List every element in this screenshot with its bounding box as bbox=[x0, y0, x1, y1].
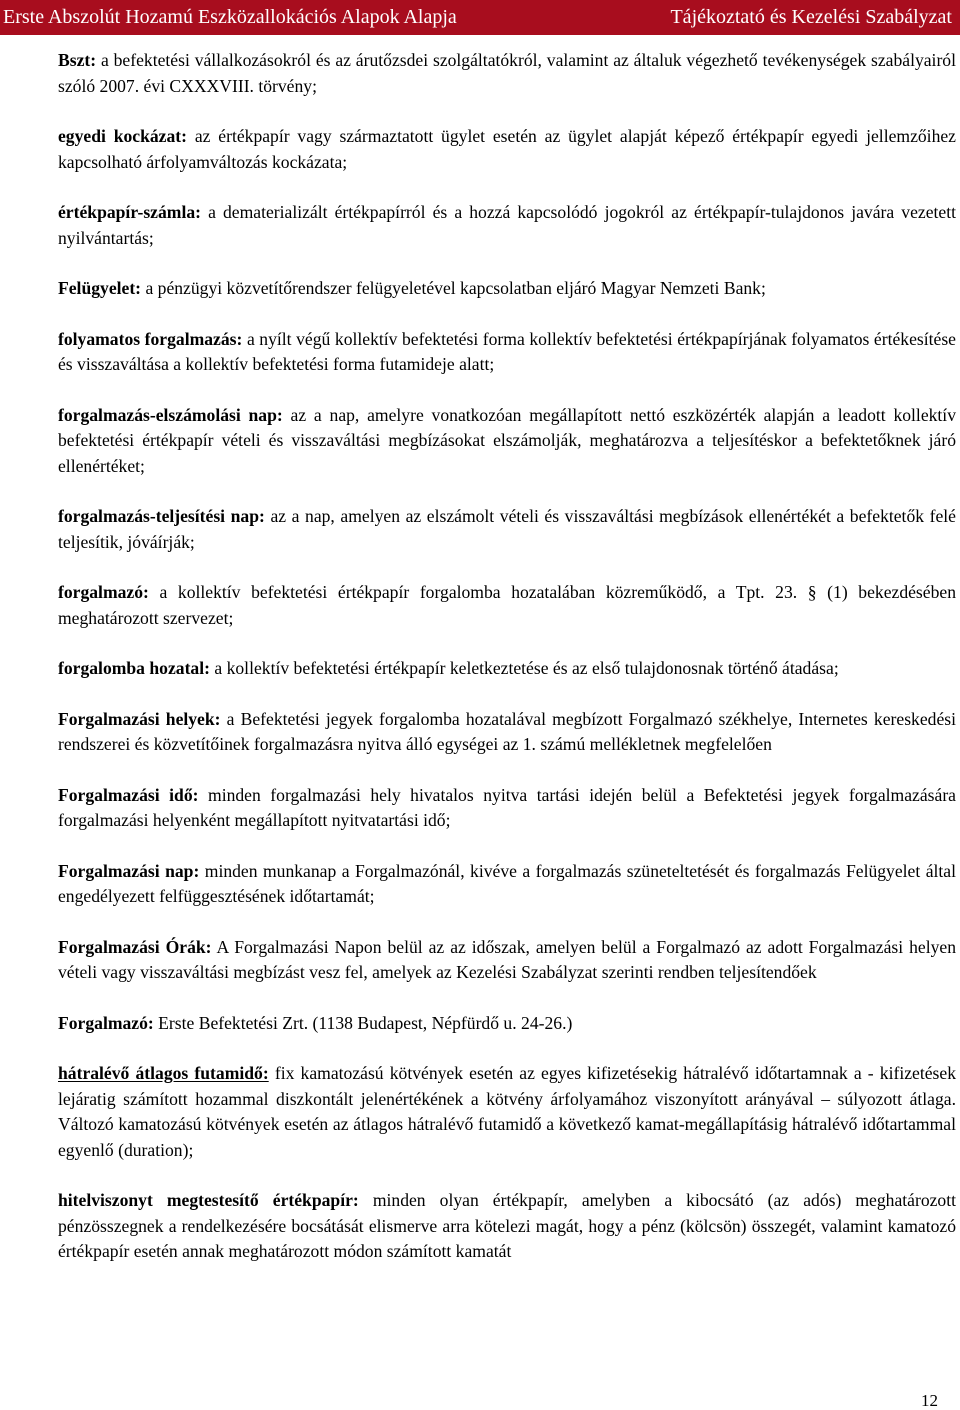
definition-egyedi-kockazat bbox=[58, 124, 956, 175]
definition-text: A Forgalmazási Napon belül az az időszak, amelyen belül a Forgalmazó az adott Forgalmazási helyen vételi vagy visszaváltási megbízást vesz fel, amelyek az Kezelési Szabályzat szerinti rendben teljesítendőek bbox=[58, 936, 957, 982]
definition-folyamatos-forgalmazas bbox=[58, 327, 956, 378]
definition-term: forgalmazás-teljesítési nap: bbox=[58, 506, 265, 526]
page-header bbox=[0, 0, 960, 35]
definition-term: Forgalmazási Órák: bbox=[58, 936, 212, 957]
definition-forgalmazo-ceg bbox=[58, 1011, 956, 1037]
definition-text: az értékpapír vagy származtatott ügylet esetén az ügylet alapját képező értékpapír egyedi jellemzőihez kapcsolható árfolyamváltozás kockázata; bbox=[58, 126, 956, 172]
definition-forgalmazas-teljesitesi-nap bbox=[58, 504, 956, 555]
definition-text: minden munkanap a Forgalmazónál, kivéve a forgalmazás szüneteltetését és forgalmazás Felügyelet által engedélyezett felfüggesztésének időtartamát; bbox=[58, 860, 956, 906]
definition-forgalmazasi-orak bbox=[58, 935, 956, 986]
definition-text: Erste Befektetési Zrt. (1138 Budapest, Népfürdő u. 24-26.) bbox=[153, 1012, 573, 1033]
definition-forgalmazas-elszamolasi-nap bbox=[58, 403, 956, 480]
header-section-title: Tájékoztató és Kezelési Szabályzat bbox=[670, 6, 952, 28]
definition-bszt bbox=[58, 48, 956, 99]
definition-term: Forgalmazási idő: bbox=[58, 784, 199, 805]
definition-forgalmazasi-nap bbox=[58, 859, 956, 910]
definitions-list bbox=[58, 48, 956, 1265]
definition-forgalmazo bbox=[58, 580, 956, 631]
definition-term: forgalmazó: bbox=[58, 582, 149, 602]
definition-term: értékpapír-számla: bbox=[58, 202, 201, 222]
definition-text: a nyílt végű kollektív befektetési forma kollektív befektetési értékpapírjának folyamatos értékesítése és visszaváltása a kollektív befektetési forma futamideje alatt; bbox=[58, 328, 956, 374]
definition-forgalomba-hozatal bbox=[58, 656, 956, 682]
definition-term: folyamatos forgalmazás: bbox=[58, 328, 243, 349]
definition-term: forgalmazás-elszámolási nap: bbox=[58, 404, 283, 425]
header-document-title: Erste Abszolút Hozamú Eszközallokációs Alapok Alapja bbox=[3, 6, 457, 28]
definition-text: a kollektív befektetési értékpapír keletkeztetése és az első tulajdonosnak történő átadása; bbox=[209, 658, 839, 678]
definition-text: a kollektív befektetési értékpapír forgalomba hozatalában közreműködő, a Tpt. 23. § (1) bekezdésében meghatározott szervezet; bbox=[58, 582, 956, 628]
definition-forgalmazasi-helyek bbox=[58, 707, 956, 758]
definition-text: minden forgalmazási hely hivatalos nyitva tartási idején belül a Befektetési jegyek forgalmazására forgalmazási helyenként megállapított nyitvatartási idő; bbox=[58, 784, 956, 830]
definition-forgalmazasi-ido bbox=[58, 783, 956, 834]
definition-felugyelet bbox=[58, 276, 956, 302]
definition-text: a dematerializált értékpapírról és a hozzá kapcsolódó jogokról az értékpapír-tulajdonos javára vezetett nyilvántartás; bbox=[58, 202, 956, 248]
definition-term: hitelviszonyt megtestesítő értékpapír: bbox=[58, 1190, 359, 1210]
definition-ertekpapir-szamla bbox=[58, 200, 956, 251]
definition-text: a Befektetési jegyek forgalomba hozatalával megbízott Forgalmazó székhelye, Internetes kereskedési rendszerei és közvetítőinek forgalmazásra nyitva álló egységei az 1. számú mellékletnek megfelelően bbox=[58, 708, 956, 754]
definition-text: a pénzügyi közvetítőrendszer felügyeletével kapcsolatban eljáró Magyar Nemzeti Bank; bbox=[141, 278, 766, 298]
definition-text: az a nap, amelyen az elszámolt vételi és visszaváltási megbízások ellenértékét a befektetők felé teljesítik, jóváírják; bbox=[58, 506, 956, 552]
page-number: 12 bbox=[921, 1391, 938, 1410]
definition-text: a befektetési vállalkozásokról és az árutőzsdei szolgáltatókról, valamint az általuk végezhető tevékenységek szabályairól szóló 2007. évi CXXXVIII. törvény; bbox=[58, 50, 956, 96]
definition-term: egyedi kockázat: bbox=[58, 126, 188, 146]
definition-text: az a nap, amelyre vonatkozóan megállapított nettó eszközérték alapján a leadott kollektív befektetési értékpapír vételi és visszaváltási megbízásokat elszámolják, meghatározva a teljesítéskor a befektetőknek járó ellenértéket; bbox=[58, 404, 956, 476]
definition-term: Forgalmazási helyek: bbox=[58, 708, 221, 729]
definition-term: Bszt: bbox=[58, 50, 97, 70]
definition-text: minden olyan értékpapír, amelyben a kibocsátó (az adós) meghatározott pénzösszegnek a rendelkezésére bocsátását elismerve arra kötelezi magát, hogy a pénz (kölcsön) összegét, valamint kamatozó értékpapír esetén annak meghatározott módon számított kamatát bbox=[58, 1190, 957, 1261]
definition-term: forgalomba hozatal: bbox=[58, 658, 210, 678]
definition-hitelviszonyt-megtestesito-ertekpapir bbox=[58, 1188, 956, 1265]
definition-hatralevo-atlagos-futamido bbox=[58, 1061, 956, 1163]
definition-term: Forgalmazási nap: bbox=[58, 860, 200, 881]
definition-text: fix kamatozású kötvények esetén az egyes kifizetésekig hátralévő időtartamnak a - kifizetések lejáratig számított hozammal diszkontált jelenértékének a kötvény árfolyamához viszonyított arányával – súlyozott átlaga. Változó kamatozású kötvények esetén az átlagos hátralévő futamidő a következő kamat-megállapításig hátralévő időtartammal egyenlő (duration); bbox=[58, 1063, 956, 1160]
definition-term: Forgalmazó: bbox=[58, 1012, 154, 1033]
definition-term: hátralévő átlagos futamidő: bbox=[58, 1063, 269, 1083]
definition-term: Felügyelet: bbox=[58, 278, 142, 298]
